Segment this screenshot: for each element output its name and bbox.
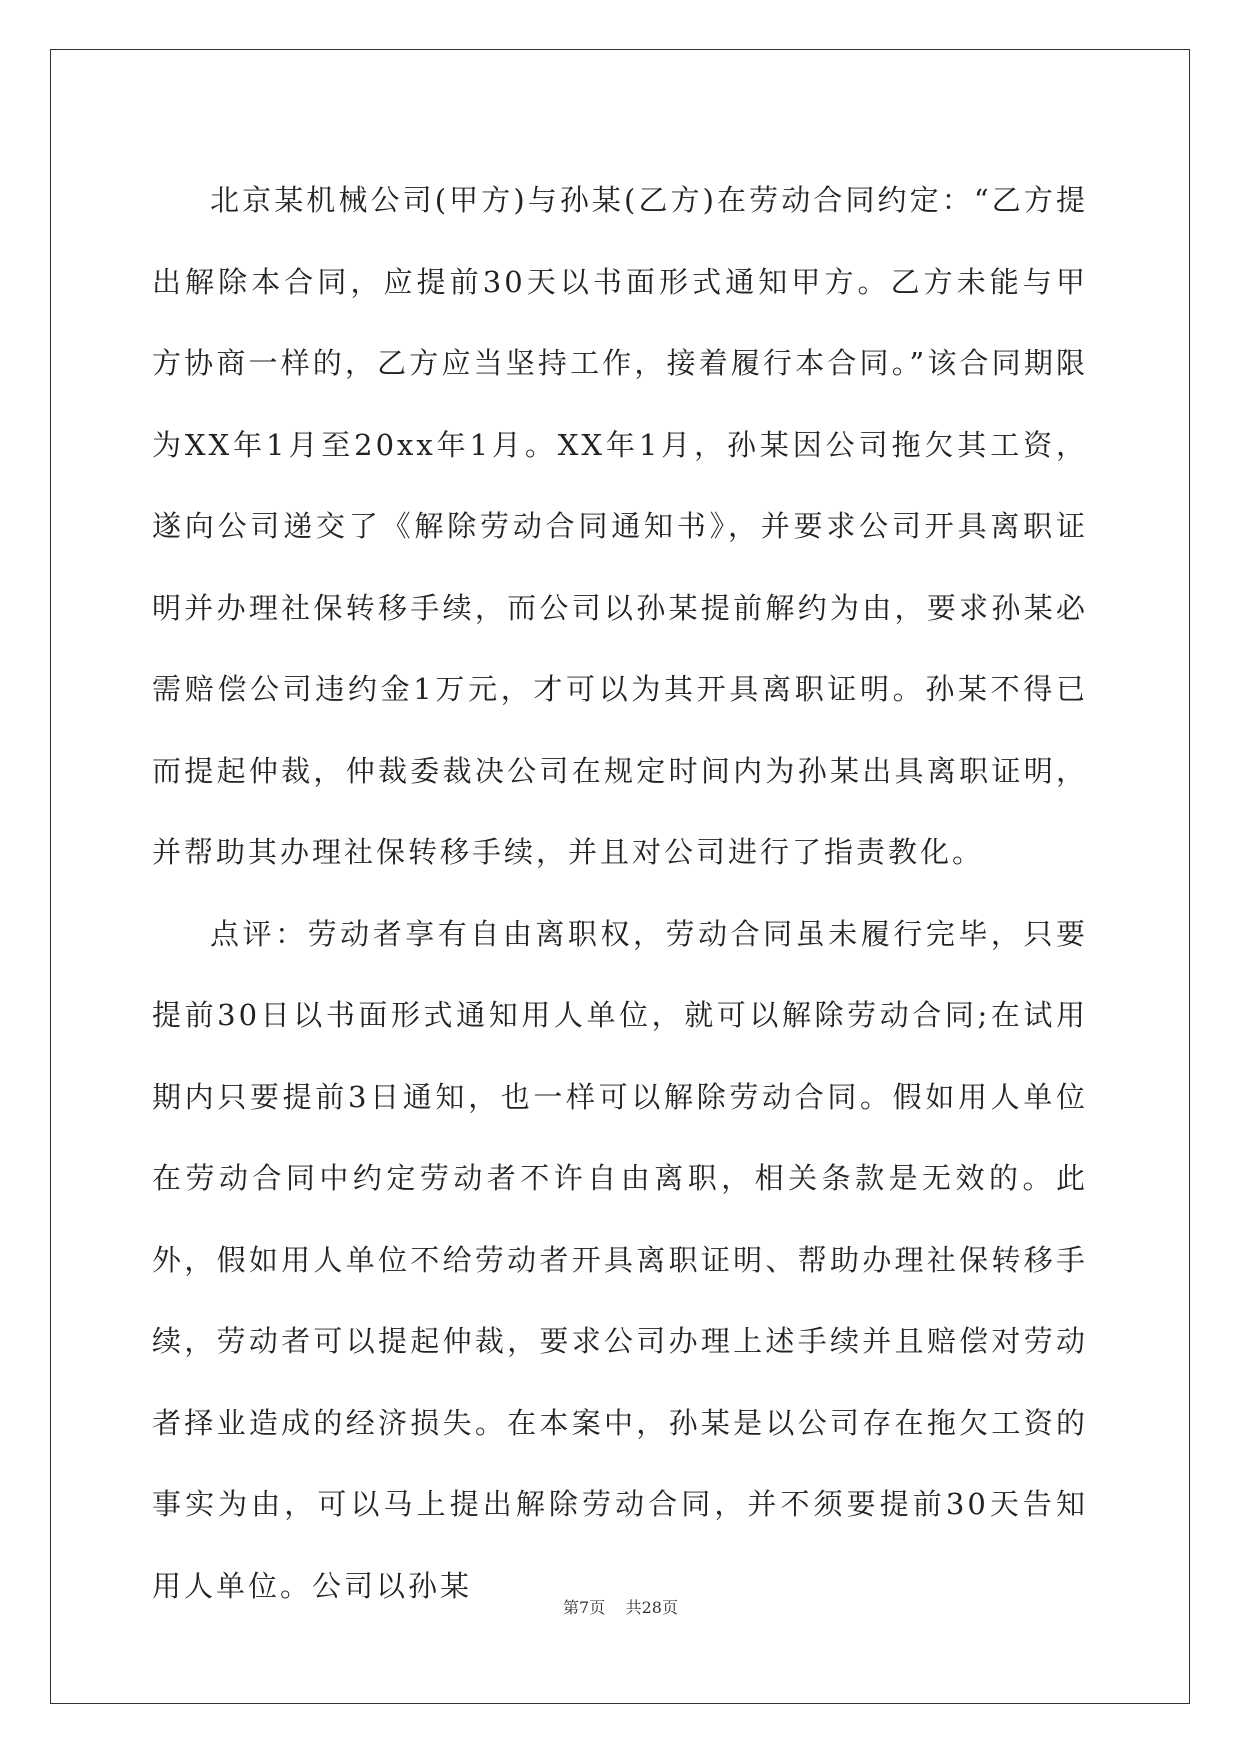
page-number: 第7页: [563, 1598, 606, 1617]
document-body: [152, 160, 1088, 1627]
page-total: 共28页: [625, 1598, 678, 1617]
paragraph-case: 北京某机械公司(甲方)与孙某(乙方)在劳动合同约定：“乙方提出解除本合同，应提前30天以书面形式通知甲方。乙方未能与甲方协商一样的，乙方应当坚持工作，接着履行本合同。”该合同期限为XX年1月至20xx年1月。XX年1月，孙某因公司拖欠其工资，遂向公司递交了《解除劳动合同通知书》，并要求公司开具离职证明并办理社保转移手续，而公司以孙某提前解约为由，要求孙某必需赔偿公司违约金1万元，才可以为其开具离职证明。孙某不得已而提起仲裁，仲裁委裁决公司在规定时间内为孙某出具离职证明，并帮助其办理社保转移手续，并且对公司进行了指责教化。: [152, 183, 1088, 869]
page-footer: [0, 1595, 1241, 1618]
paragraph-commentary: 点评：劳动者享有自由离职权，劳动合同虽未履行完毕，只要提前30日以书面形式通知用人单位，就可以解除劳动合同;在试用期内只要提前3日通知，也一样可以解除劳动合同。假如用人单位在劳动合同中约定劳动者不许自由离职，相关条款是无效的。此外，假如用人单位不给劳动者开具离职证明、帮助办理社保转移手续，劳动者可以提起仲裁，要求公司办理上述手续并且赔偿对劳动者择业造成的经济损失。在本案中，孙某是以公司存在拖欠工资的事实为由，可以马上提出解除劳动合同，并不须要提前30天告知用人单位。公司以孙某: [152, 916, 1088, 1603]
